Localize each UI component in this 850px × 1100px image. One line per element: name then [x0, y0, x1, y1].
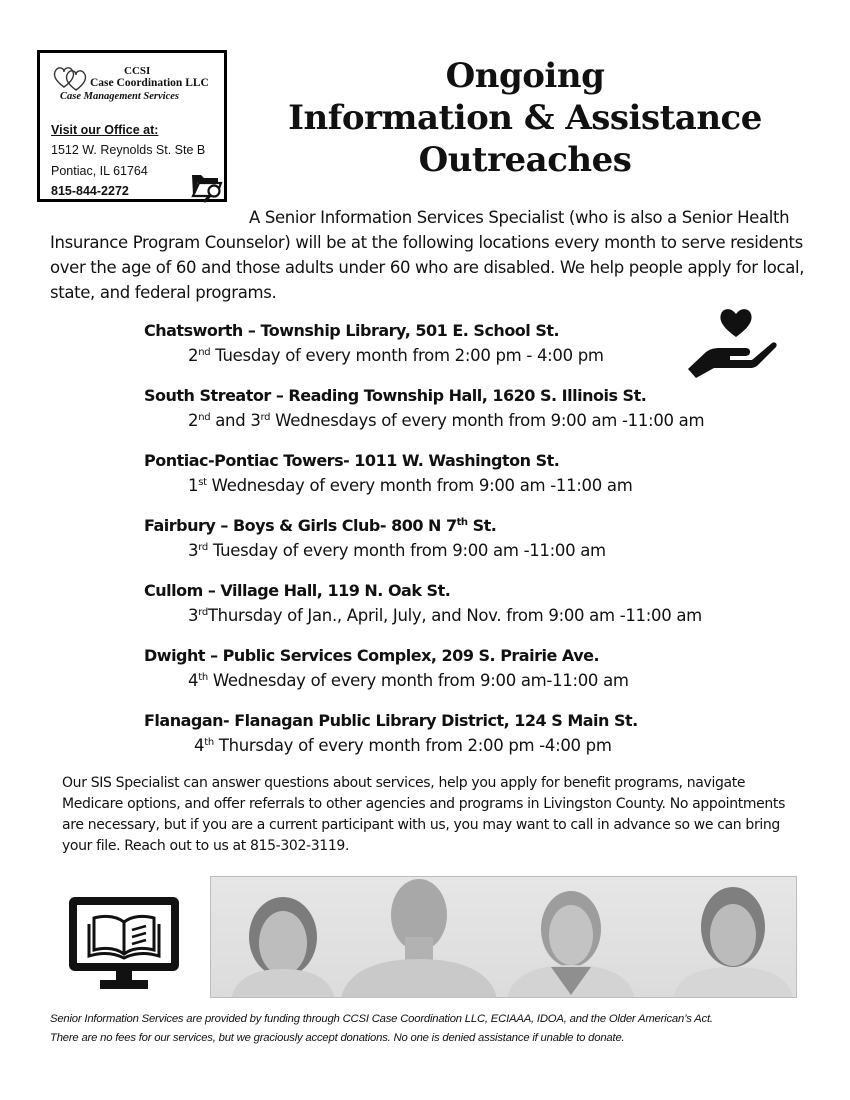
- location-schedule: 3rdThursday of Jan., April, July, and Nov. from 9:00 am -11:00 am: [188, 606, 702, 625]
- office-phone: 815-844-2272: [51, 184, 129, 198]
- location-chatsworth: [144, 319, 804, 368]
- location-flanagan: [144, 709, 804, 758]
- senior-person-2: [341, 879, 497, 998]
- location-dwight: [144, 644, 804, 693]
- seniors-photo-illustration: [211, 877, 797, 998]
- seniors-photo-strip: [210, 876, 797, 998]
- location-name: Cullom – Village Hall, 119 N. Oak St.: [144, 581, 451, 600]
- address-line-1: 1512 W. Reynolds St. Ste B: [51, 143, 206, 157]
- senior-person-4: [673, 887, 793, 998]
- footer-note: [50, 1010, 810, 1048]
- ccsi-logo: [52, 63, 222, 108]
- location-cullom: [144, 579, 804, 628]
- location-name: Fairbury – Boys & Girls Club- 800 N 7th St.: [144, 516, 497, 535]
- title-line-2: Information & Assistance: [288, 98, 762, 138]
- location-schedule: 2nd Tuesday of every month from 2:00 pm - 4:00 pm: [188, 346, 604, 365]
- page-title: [270, 55, 780, 181]
- footer-line-2: There are no fees for our services, but we graciously accept donations. No one is denied assistance if unable to donate.: [50, 1032, 625, 1044]
- location-south-streator: [144, 384, 804, 433]
- location-name: Flanagan- Flanagan Public Library District, 124 S Main St.: [144, 711, 638, 730]
- address-line-2: Pontiac, IL 61764: [51, 164, 148, 178]
- logo-line-2: Case Coordination LLC: [90, 77, 209, 89]
- location-name: Dwight – Public Services Complex, 209 S. Prairie Ave.: [144, 646, 600, 665]
- hearts-logo-icon: [52, 65, 92, 91]
- intro-paragraph: A Senior Information Services Specialist (who is also a Senior Health Insurance Program Counselor) will be at the following locations every month to serve residents over the age of 60 and those adults under 60 who are disabled. We help people apply for local, state, and federal programs.: [50, 208, 805, 302]
- location-schedule: 2nd and 3rd Wednesdays of every month from 9:00 am -11:00 am: [188, 411, 705, 430]
- location-name: Pontiac-Pontiac Towers- 1011 W. Washington St.: [144, 451, 560, 470]
- location-schedule: 4th Wednesday of every month from 9:00 am-11:00 am: [188, 671, 629, 690]
- location-name: Chatsworth – Township Library, 501 E. School St.: [144, 321, 560, 340]
- closing-paragraph: Our SIS Specialist can answer questions about services, help you apply for benefit programs, navigate Medicare options, and offer referrals to other agencies and programs in Livingston County. No appointments are necessary, but if you are a current participant with us, you may want to call in advance so we can bring your file. Reach out to us at 815-302-3119.: [62, 775, 786, 854]
- senior-person-1: [231, 897, 335, 998]
- location-schedule: 4th Thursday of every month from 2:00 pm -4:00 pm: [194, 736, 612, 755]
- office-info-box: [37, 50, 227, 202]
- footer-line-1: Senior Information Services are provided by funding through CCSI Case Coordination LLC, ECIAAA, IDOA, and the Older American’s Act.: [50, 1013, 713, 1025]
- title-line-1: Ongoing: [445, 56, 605, 96]
- visit-label: Visit our Office at:: [51, 123, 159, 137]
- monitor-book-icon: [66, 894, 182, 992]
- location-schedule: 1st Wednesday of every month from 9:00 am -11:00 am: [188, 476, 633, 495]
- logo-line-1: CCSI: [124, 65, 151, 77]
- folder-search-icon: [190, 171, 224, 203]
- senior-person-3: [507, 891, 635, 998]
- logo-line-3: Case Management Services: [60, 91, 179, 102]
- location-fairbury: [144, 514, 804, 563]
- location-name: South Streator – Reading Township Hall, 1620 S. Illinois St.: [144, 386, 647, 405]
- title-line-3: Outreaches: [418, 140, 632, 180]
- location-schedule: 3rd Tuesday of every month from 9:00 am -11:00 am: [188, 541, 606, 560]
- location-pontiac: [144, 449, 804, 498]
